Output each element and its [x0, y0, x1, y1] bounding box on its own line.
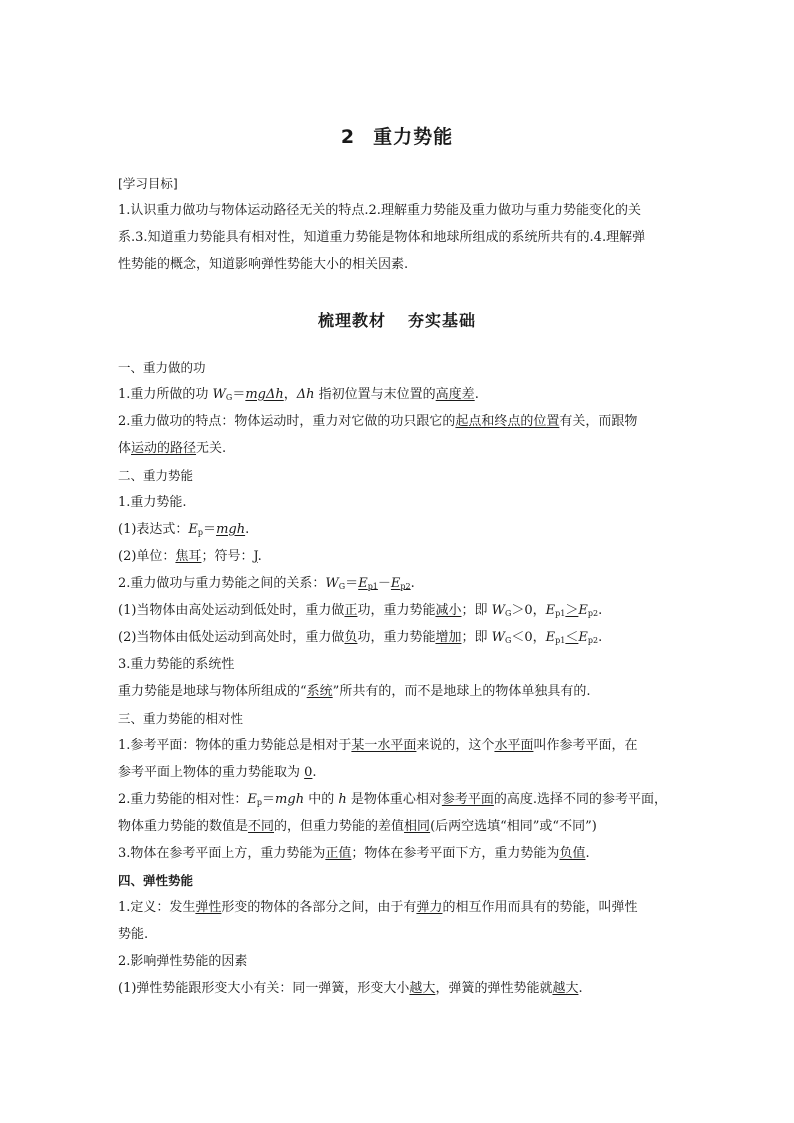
- section-heading-left: 梳理教材: [317, 311, 386, 330]
- s4-p3: 2.影响弹性势能的因素: [118, 954, 248, 969]
- s1-heading: 一、重力做的功: [118, 360, 206, 375]
- s4-p4: (1)弹性势能跟形变大小有关：同一弹簧，形变大小越大，弹簧的弹性势能就越大.: [118, 981, 583, 996]
- s2-p8: 重力势能是地球与物体所组成的“系统”所共有的，而不是地球上的物体单独具有的.: [118, 684, 591, 699]
- s2-p1: 1.重力势能.: [118, 495, 187, 510]
- s3-p3: 2.重力势能的相对性：$E_p=mgh$ 中的 h 是物体重心相对参考平面的高度.选择不同的参考平面，: [118, 792, 668, 807]
- s4-p2: 势能.: [118, 927, 149, 942]
- s2-p4: 2.重力做功与重力势能之间的关系：$W_G=E_{p1}-E_{p2}$.: [118, 576, 415, 591]
- page-title: [0, 122, 794, 149]
- content-body: [118, 354, 678, 1002]
- s2-p3: (2)单位：焦耳；符号：J.: [118, 549, 262, 564]
- chapter-number: 2: [340, 126, 356, 148]
- s3-p1: 1.参考平面：物体的重力势能总是相对于某一水平面来说的，这个水平面叫作参考平面，在: [118, 738, 638, 753]
- s2-p7: 3.重力势能的系统性: [118, 657, 235, 672]
- s1-line-1: 1.重力所做的功 $W_G=mg\Delta h$，Δh 指初位置与末位置的高度差.: [118, 387, 479, 402]
- section-heading: [0, 308, 794, 331]
- s3-heading: 三、重力势能的相对性: [118, 711, 244, 726]
- s3-p2: 参考平面上物体的重力势能取为 0.: [118, 765, 317, 780]
- s2-p2: (1)表达式：$E_p=mgh$.: [118, 522, 250, 537]
- objectives-line: 性势能的概念，知道影响弹性势能大小的相关因素.: [118, 257, 409, 272]
- s3-p4: 物体重力势能的数值是不同的，但重力势能的差值相同(后两空选填“相同”或“不同”): [118, 819, 597, 834]
- objectives-line: 1.认识重力做功与物体运动路径无关的特点.2.理解重力势能及重力做功与重力势能变化的关: [118, 203, 641, 218]
- s2-p5: (1)当物体由高处运动到低处时，重力做正功，重力势能减小；即 $W_G>0$，$E_{p1}>E_{p2}$.: [118, 603, 603, 618]
- objectives-line: 系.3.知道重力势能具有相对性，知道重力势能是物体和地球所组成的系统所共有的.4.理解弹: [118, 230, 646, 245]
- s1-line-3: 体运动的路径无关.: [118, 441, 227, 456]
- s4-p1: 1.定义：发生弹性形变的物体的各部分之间，由于有弹力的相互作用而具有的势能，叫弹性: [118, 900, 638, 915]
- s1-line-2: 2.重力做功的特点：物体运动时，重力对它做的功只跟它的起点和终点的位置有关，而跟物: [118, 414, 638, 429]
- learning-objectives: [118, 170, 678, 278]
- s2-heading: 二、重力势能: [118, 468, 194, 483]
- s4-heading: 四、弹性势能: [118, 873, 194, 888]
- section-heading-right: 夯实基础: [408, 311, 477, 330]
- s3-p5: 3.物体在参考平面上方，重力势能为正值；物体在参考平面下方，重力势能为负值.: [118, 846, 590, 861]
- chapter-title: 重力势能: [373, 126, 454, 148]
- objectives-heading: [学习目标]: [118, 176, 178, 191]
- s2-p6: (2)当物体由低处运动到高处时，重力做负功，重力势能增加；即 $W_G<0$，$E_{p1}<E_{p2}$.: [118, 630, 603, 645]
